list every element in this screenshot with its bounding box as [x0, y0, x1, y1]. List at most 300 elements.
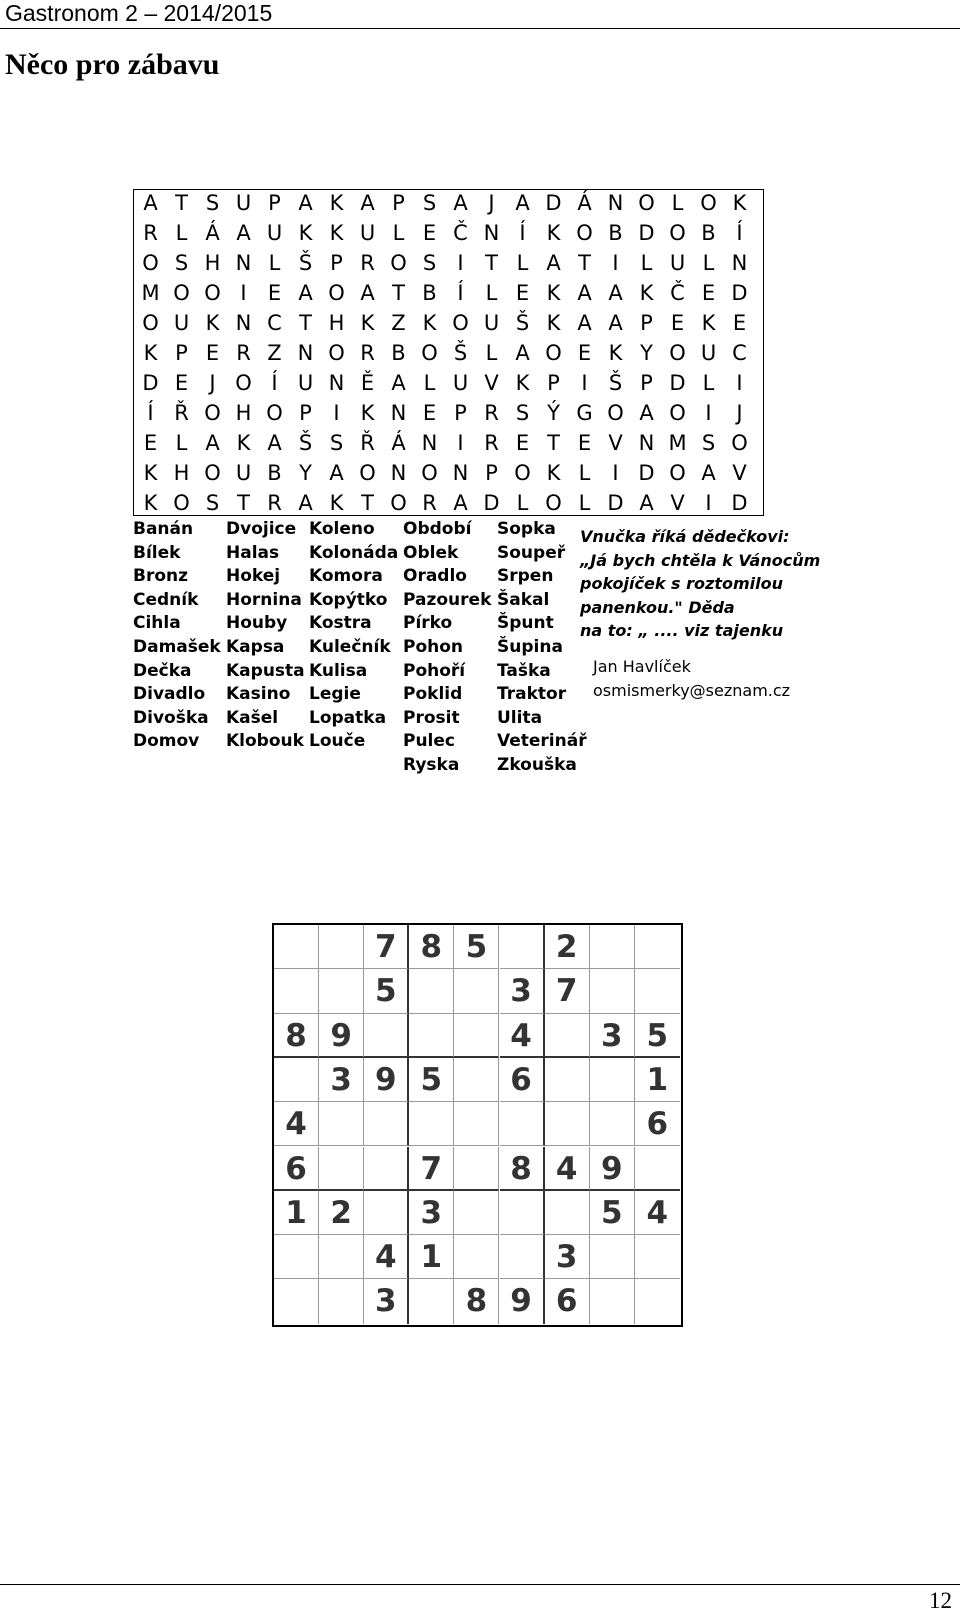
wordsearch-letter: Y: [299, 461, 312, 485]
wordsearch-letter: R: [484, 431, 499, 455]
wordsearch-letter: O: [328, 341, 345, 365]
wordsearch-letter: K: [298, 221, 313, 245]
wordsearch-letter: J: [736, 401, 743, 425]
wordsearch-letter: O: [204, 281, 221, 305]
sudoku-cell: [590, 1279, 635, 1323]
sudoku-cell: 9: [364, 1058, 409, 1102]
sudoku-cell: [274, 969, 319, 1013]
sudoku-cell: [319, 1102, 364, 1146]
sudoku-cell: 4: [635, 1191, 680, 1235]
sudoku-cell: [364, 1147, 409, 1191]
word-list-item: Hokej: [226, 566, 281, 587]
wordsearch-letter: K: [205, 311, 220, 335]
author-block: [593, 655, 790, 703]
word-list-item: Halas: [226, 542, 280, 563]
wordsearch-letter: A: [453, 491, 468, 515]
word-list-item: Pohoří: [403, 660, 466, 681]
wordsearch-letter: B: [608, 221, 623, 245]
wordsearch-letter: K: [329, 491, 344, 515]
wordsearch-letter: D: [638, 221, 655, 245]
word-list-item: Kulečník: [309, 636, 391, 657]
wordsearch-letter: K: [546, 311, 561, 335]
wordsearch-letter: L: [175, 221, 188, 245]
sudoku-cell: 4: [500, 1014, 545, 1058]
wordsearch-letter: U: [483, 311, 500, 335]
wordsearch-letter: O: [390, 251, 407, 275]
sudoku-cell: 8: [274, 1014, 319, 1058]
word-list-item: Kopýtko: [309, 589, 388, 610]
sudoku-cell: [319, 1235, 364, 1279]
sudoku-cell: 3: [409, 1191, 454, 1235]
wordsearch-letter: L: [516, 251, 529, 275]
wordsearch-letter: O: [514, 461, 531, 485]
wordsearch-letter: O: [204, 401, 221, 425]
wordsearch-letter: H: [328, 311, 345, 335]
sudoku-cell: 5: [454, 925, 499, 969]
wordsearch-letter: N: [638, 431, 655, 455]
sudoku-cell: [590, 969, 635, 1013]
word-list-item: Damašek: [133, 636, 221, 657]
wordsearch-letter: Š: [298, 251, 313, 275]
word-list-item: Ulita: [497, 707, 543, 728]
word-list-item: Pulec: [403, 731, 455, 752]
wordsearch-letter: S: [422, 191, 437, 215]
wordsearch-letter: U: [452, 371, 469, 395]
wordsearch-letter: P: [640, 311, 653, 335]
wordsearch-letter: K: [546, 281, 561, 305]
wordsearch-letter: Z: [391, 311, 406, 335]
wordsearch-letter: J: [209, 371, 216, 395]
wordsearch-letter: L: [702, 371, 715, 395]
footer-rule: [0, 1584, 960, 1585]
wordsearch-letter: L: [702, 251, 715, 275]
wordsearch-letter: I: [705, 401, 712, 425]
sudoku-cell: 8: [454, 1279, 499, 1323]
wordsearch-letter: A: [515, 191, 530, 215]
wordsearch-letter: I: [457, 431, 464, 455]
word-list-item: Legie: [309, 684, 361, 705]
sudoku-cell: 9: [500, 1279, 545, 1323]
wordsearch-letter: A: [236, 221, 251, 245]
wordsearch-letter: Š: [453, 341, 468, 365]
sudoku-cell: [500, 1191, 545, 1235]
wordsearch-letter: Í: [519, 221, 526, 245]
wordsearch-letter: O: [142, 311, 159, 335]
sudoku-cell: [635, 1279, 680, 1323]
wordsearch-letter: I: [612, 251, 619, 275]
wordsearch-letter: O: [452, 311, 469, 335]
sudoku-cell: [590, 1102, 635, 1146]
wordsearch-letter: O: [204, 461, 221, 485]
sudoku-grid: [272, 923, 683, 1327]
wordsearch-letter: U: [669, 251, 686, 275]
word-list-column: [133, 518, 221, 754]
wordsearch-letter: D: [483, 491, 500, 515]
word-list-item: Oblek: [403, 542, 459, 563]
wordsearch-letter: N: [235, 251, 252, 275]
wordsearch-letter: N: [421, 431, 438, 455]
word-list-column: [403, 518, 491, 778]
word-list-item: Ryska: [403, 754, 460, 775]
word-list-item: Srpen: [497, 566, 554, 587]
wordsearch-letter: Ě: [360, 371, 375, 395]
sudoku-cell: 2: [545, 925, 590, 969]
sudoku-cell: 9: [590, 1147, 635, 1191]
sudoku-cell: [500, 1102, 545, 1146]
wordsearch-letter: R: [360, 251, 375, 275]
sudoku-cell: 7: [364, 925, 409, 969]
wordsearch-letter: K: [143, 461, 158, 485]
word-list-item: Prosit: [403, 707, 460, 728]
word-list-column: [226, 518, 305, 754]
word-list-item: Kašel: [226, 707, 279, 728]
wordsearch-letter: U: [359, 221, 376, 245]
wordsearch-letter: I: [240, 281, 247, 305]
word-list-item: Kolonáda: [309, 542, 399, 563]
page-title: Něco pro zábavu: [5, 48, 220, 81]
wordsearch-riddle: [580, 525, 880, 643]
wordsearch-letter: O: [266, 401, 283, 425]
word-list-item: Pírko: [403, 613, 453, 634]
word-list-item: Lopatka: [309, 707, 387, 728]
sudoku-cell: 6: [274, 1147, 319, 1191]
wordsearch-letter: S: [701, 431, 716, 455]
wordsearch-letter: K: [329, 221, 344, 245]
wordsearch-letter: L: [640, 251, 653, 275]
sudoku-cell: 7: [545, 969, 590, 1013]
wordsearch-letter: V: [732, 461, 747, 485]
word-list-item: Koleno: [309, 519, 375, 539]
word-list-item: Komora: [309, 566, 383, 587]
wordsearch-letter: P: [330, 251, 343, 275]
riddle-line: pokojíček s roztomilou: [580, 574, 783, 593]
wordsearch-letter: B: [391, 341, 406, 365]
sudoku-cell: [409, 1279, 454, 1323]
wordsearch-letter: O: [421, 341, 438, 365]
wordsearch-letter: K: [608, 341, 623, 365]
wordsearch-letter: O: [390, 491, 407, 515]
sudoku-cell: 6: [545, 1279, 590, 1323]
wordsearch-letter: L: [578, 461, 591, 485]
wordsearch-letter: K: [360, 311, 375, 335]
wordsearch-letter: O: [638, 191, 655, 215]
wordsearch-letter: A: [391, 371, 406, 395]
wordsearch-letter: Á: [577, 191, 592, 215]
wordsearch-letter: L: [175, 431, 188, 455]
wordsearch-letter: N: [390, 401, 407, 425]
wordsearch-letter: Í: [147, 401, 154, 425]
wordsearch-letter: A: [205, 431, 220, 455]
word-list-item: Kapusta: [226, 660, 305, 681]
wordsearch-letter: K: [143, 491, 158, 515]
wordsearch-letter: A: [608, 311, 623, 335]
sudoku-cell: [635, 925, 680, 969]
wordsearch-letter: P: [485, 461, 498, 485]
wordsearch-letter: C: [732, 341, 747, 365]
wordsearch-letter: K: [546, 461, 561, 485]
wordsearch-letter: B: [267, 461, 282, 485]
word-list-item: Sopka: [497, 519, 556, 539]
wordsearch-letter: O: [545, 491, 562, 515]
wordsearch-letter: O: [359, 461, 376, 485]
wordsearch-letter: N: [390, 461, 407, 485]
wordsearch-letter: E: [701, 281, 716, 305]
wordsearch-letter: D: [669, 371, 686, 395]
sudoku-cell: 5: [364, 969, 409, 1013]
sudoku-cell: 5: [590, 1191, 635, 1235]
wordsearch-letter: P: [268, 191, 281, 215]
sudoku-cell: 4: [274, 1102, 319, 1146]
wordsearch-letter: U: [700, 341, 717, 365]
wordsearch-letter: D: [731, 281, 748, 305]
wordsearch-letter: E: [577, 431, 592, 455]
wordsearch-letter: S: [174, 251, 189, 275]
author-email: osmismerky@seznam.cz: [593, 681, 791, 700]
sudoku-cell: 5: [409, 1058, 454, 1102]
wordsearch-letter: Y: [640, 341, 653, 365]
word-list-item: Domov: [133, 731, 200, 752]
sudoku-cell: 8: [409, 925, 454, 969]
wordsearch-letter: K: [236, 431, 251, 455]
wordsearch-letter: N: [235, 311, 252, 335]
wordsearch-letter: A: [267, 431, 282, 455]
wordsearch-letter: E: [515, 281, 530, 305]
wordsearch-letter: T: [237, 491, 250, 515]
wordsearch-letter: E: [267, 281, 282, 305]
wordsearch-letter: O: [235, 371, 252, 395]
wordsearch-letter: K: [143, 341, 158, 365]
wordsearch-letter: E: [670, 311, 685, 335]
wordsearch-letter: Č: [670, 281, 685, 305]
wordsearch-letter: Ý: [547, 401, 560, 425]
wordsearch-letter: P: [392, 191, 405, 215]
wordsearch-letter: A: [639, 491, 654, 515]
wordsearch-letter: O: [669, 401, 686, 425]
wordsearch-letter: J: [488, 191, 495, 215]
wordsearch-letter: C: [267, 311, 282, 335]
wordsearch-letter: S: [329, 431, 344, 455]
wordsearch-letter: Ř: [360, 431, 375, 455]
sudoku-cell: 3: [590, 1014, 635, 1058]
sudoku-cell: [500, 1235, 545, 1279]
wordsearch-letter: T: [299, 311, 312, 335]
word-list-item: Oradlo: [403, 566, 467, 587]
wordsearch-letter: K: [639, 281, 654, 305]
wordsearch-letter: O: [328, 281, 345, 305]
wordsearch-letter: B: [701, 221, 716, 245]
sudoku-cell: 6: [635, 1102, 680, 1146]
wordsearch-letter: O: [669, 341, 686, 365]
sudoku-cell: [319, 1147, 364, 1191]
wordsearch-letter: E: [174, 371, 189, 395]
wordsearch-letter: Á: [391, 431, 406, 455]
wordsearch-letter: N: [607, 191, 624, 215]
wordsearch-letter: T: [175, 191, 188, 215]
wordsearch-letter: T: [547, 431, 560, 455]
wordsearch-letter: K: [546, 221, 561, 245]
word-list-item: Kapsa: [226, 636, 285, 657]
wordsearch-letter: V: [670, 491, 685, 515]
wordsearch-letter: D: [142, 371, 159, 395]
word-list-item: Hornina: [226, 589, 302, 610]
sudoku-cell: [590, 1235, 635, 1279]
sudoku-cell: 1: [409, 1235, 454, 1279]
sudoku-cell: 4: [545, 1147, 590, 1191]
wordsearch-letter: S: [422, 251, 437, 275]
wordsearch-letter: P: [547, 371, 560, 395]
wordsearch-letter: A: [701, 461, 716, 485]
header-rule: [0, 28, 960, 29]
sudoku-cell: [545, 1014, 590, 1058]
sudoku-cell: [635, 1235, 680, 1279]
wordsearch-letter: R: [143, 221, 158, 245]
wordsearch-letter: Á: [205, 221, 220, 245]
wordsearch-letter: L: [578, 491, 591, 515]
wordsearch-letter: O: [173, 281, 190, 305]
sudoku-cell: 9: [319, 1014, 364, 1058]
wordsearch-letter: O: [700, 191, 717, 215]
word-list-item: Šakal: [497, 589, 550, 610]
wordsearch-letter: M: [141, 281, 160, 305]
sudoku-cell: [274, 925, 319, 969]
sudoku-cell: [319, 969, 364, 1013]
wordsearch-letter: V: [608, 431, 623, 455]
author-name: Jan Havlíček: [593, 657, 691, 676]
sudoku-cell: [364, 1014, 409, 1058]
wordsearch-letter: H: [204, 251, 221, 275]
wordsearch-letter: Š: [515, 311, 530, 335]
wordsearch-letter: L: [423, 371, 436, 395]
wordsearch-letter: N: [452, 461, 469, 485]
word-list-item: Divoška: [133, 707, 209, 728]
word-list-item: Veterinář: [497, 731, 587, 752]
wordsearch-letter: A: [515, 341, 530, 365]
sudoku-cell: [545, 1102, 590, 1146]
wordsearch-letter: I: [612, 461, 619, 485]
word-list-item: Divadlo: [133, 684, 206, 705]
word-list-item: Dečka: [133, 660, 192, 681]
sudoku-cell: 3: [545, 1235, 590, 1279]
wordsearch-letter: N: [328, 371, 345, 395]
sudoku-cell: 2: [319, 1191, 364, 1235]
wordsearch-letter: Š: [608, 371, 623, 395]
wordsearch-letter: A: [298, 191, 313, 215]
sudoku-cell: [454, 1147, 499, 1191]
wordsearch-letter: R: [360, 341, 375, 365]
wordsearch-grid: [133, 189, 764, 516]
wordsearch-letter: I: [333, 401, 340, 425]
word-list-column: [497, 518, 587, 778]
running-header: Gastronom 2 – 2014/2015: [5, 0, 273, 26]
sudoku-cell: [319, 1279, 364, 1323]
word-list-item: Poklid: [403, 684, 463, 705]
word-list-item: Cihla: [133, 613, 181, 634]
wordsearch-letter: P: [454, 401, 467, 425]
word-list-item: Období: [403, 519, 472, 539]
wordsearch-letter: O: [421, 461, 438, 485]
wordsearch-letter: E: [422, 401, 437, 425]
wordsearch-letter: Š: [298, 431, 313, 455]
wordsearch-letter: I: [581, 371, 588, 395]
wordsearch-letter: O: [669, 461, 686, 485]
word-list-item: Dvojice: [226, 519, 297, 539]
word-list-item: Pohon: [403, 636, 464, 657]
word-list-item: Traktor: [497, 684, 567, 705]
wordsearch-letter: Č: [453, 221, 468, 245]
wordsearch-letter: P: [299, 401, 312, 425]
wordsearch-letter: I: [705, 491, 712, 515]
sudoku-cell: [454, 1058, 499, 1102]
word-list-item: Zkouška: [497, 754, 577, 775]
wordsearch-letter: T: [392, 281, 405, 305]
wordsearch-letter: T: [361, 491, 374, 515]
wordsearch-letter: A: [360, 191, 375, 215]
wordsearch-letter: U: [297, 371, 314, 395]
sudoku-cell: [500, 925, 545, 969]
wordsearch-letter: A: [577, 281, 592, 305]
wordsearch-letter: R: [422, 491, 437, 515]
wordsearch-letter: H: [235, 401, 252, 425]
page-number: 12: [929, 1588, 952, 1613]
wordsearch-letter: A: [329, 461, 344, 485]
wordsearch-letter: O: [731, 431, 748, 455]
wordsearch-letter: D: [545, 191, 562, 215]
word-list-item: Louče: [309, 731, 366, 752]
riddle-line: Vnučka říká dědečkovi:: [580, 527, 790, 546]
wordsearch-letter: T: [578, 251, 591, 275]
word-list-item: Houby: [226, 613, 288, 634]
wordsearch-letter: R: [484, 401, 499, 425]
wordsearch-letter: S: [515, 401, 530, 425]
sudoku-cell: [454, 1235, 499, 1279]
wordsearch-letter: I: [457, 251, 464, 275]
word-list-item: Kulisa: [309, 660, 368, 681]
wordsearch-letter: Í: [736, 221, 743, 245]
wordsearch-letter: U: [235, 461, 252, 485]
wordsearch-letter: Í: [457, 281, 464, 305]
sudoku-cell: [274, 1058, 319, 1102]
word-list-item: Soupeř: [497, 542, 566, 563]
wordsearch-letter: E: [143, 431, 158, 455]
wordsearch-letter: R: [236, 341, 251, 365]
wordsearch-letter: A: [577, 311, 592, 335]
wordsearch-letter: P: [640, 371, 653, 395]
sudoku-cell: [545, 1058, 590, 1102]
sudoku-cell: [454, 1191, 499, 1235]
wordsearch-letter: K: [732, 191, 747, 215]
sudoku-cell: [454, 969, 499, 1013]
wordsearch-letter: E: [577, 341, 592, 365]
wordsearch-letter: S: [205, 491, 220, 515]
sudoku-cell: [545, 1191, 590, 1235]
wordsearch-letter: N: [731, 251, 748, 275]
wordsearch-letter: K: [422, 311, 437, 335]
wordsearch-letter: I: [736, 371, 743, 395]
word-list-item: Kasino: [226, 684, 291, 705]
wordsearch-letter: L: [485, 341, 498, 365]
wordsearch-letter: U: [173, 311, 190, 335]
wordsearch-letter: H: [173, 461, 190, 485]
wordsearch-letter: G: [576, 401, 593, 425]
sudoku-cell: [409, 1102, 454, 1146]
sudoku-cell: 3: [319, 1058, 364, 1102]
wordsearch-letter: Í: [271, 371, 278, 395]
wordsearch-letter: A: [639, 401, 654, 425]
sudoku-cell: 5: [635, 1014, 680, 1058]
riddle-line: panenkou." Děda: [580, 597, 735, 617]
wordsearch-letter: P: [175, 341, 188, 365]
sudoku-cell: 1: [274, 1191, 319, 1235]
